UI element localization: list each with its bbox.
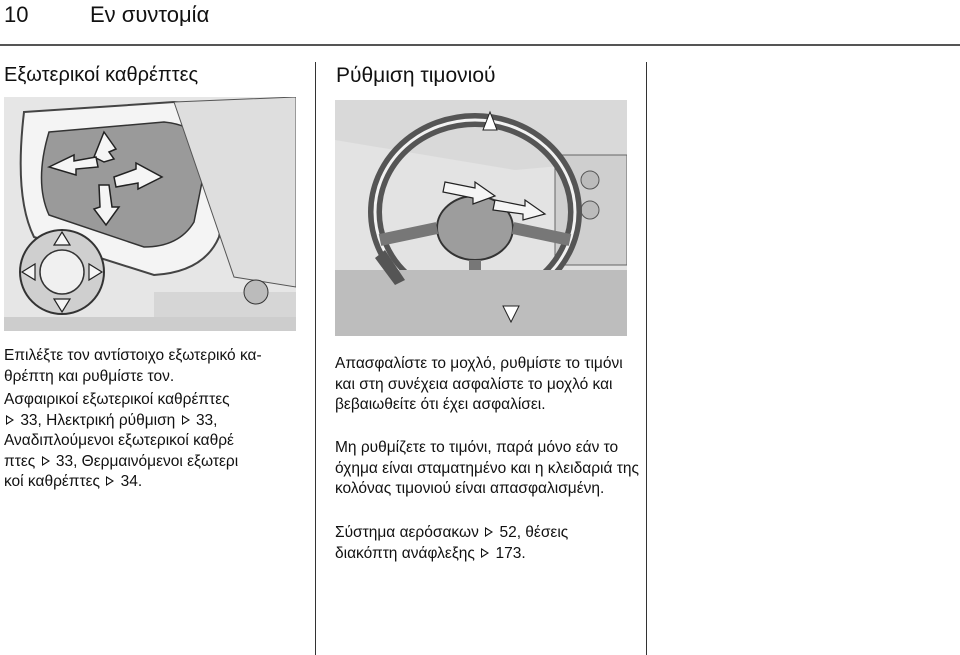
page-ref-icon [485, 527, 493, 537]
ref-text: 33, Ηλεκτρική ρύθμιση [20, 411, 176, 429]
page-ref-icon [42, 456, 50, 466]
mirrors-references [4, 390, 309, 493]
ref-line-4 [4, 452, 309, 473]
ref-text: πτες [4, 452, 36, 470]
ref-line-2 [335, 544, 635, 565]
page-ref-icon [182, 415, 190, 425]
page-number: 10 [4, 2, 29, 27]
ref-text: 33, [195, 411, 218, 429]
column-divider-left [315, 62, 316, 655]
steering-instruction: Απασφαλίστε το μοχλό, ρυθμίστε το τιμόνι και στη συνέχεια ασφαλίστε το μοχλό και βεβαιωθείτε ότι έχει ασφαλίσει. [335, 355, 623, 413]
page-ref-icon [481, 548, 489, 558]
steering-illustration [335, 100, 627, 336]
ref-text: 34. [120, 473, 143, 490]
ref-text: 52, θέσεις [499, 524, 569, 541]
running-header: Εν συντομία [90, 2, 210, 27]
steering-references [335, 523, 635, 564]
page-ref-icon [6, 415, 14, 425]
mirror-illustration [4, 97, 296, 331]
ref-line-1: Ασφαιρικοί εξωτερικοί καθρέπτες [4, 391, 230, 408]
ref-text: διακόπτη ανάφλεξης [335, 544, 475, 562]
column-divider-right [646, 62, 647, 655]
ref-text: 33, Θερμαινόμενοι εξωτερι [55, 452, 239, 470]
ref-text: Σύστημα αερόσακων [335, 524, 479, 541]
ref-line-1 [335, 523, 635, 544]
section-title-steering: Ρύθμιση τιμονιού [336, 64, 496, 87]
section-title-mirrors: Εξωτερικοί καθρέπτες [4, 64, 199, 86]
mirrors-instruction: Επιλέξτε τον αντίστοιχο εξωτερικό καθρέπτη και ρυθμίστε τον. [4, 347, 262, 385]
ref-line-5 [4, 472, 309, 493]
page-ref-icon [106, 476, 114, 486]
ref-line-2 [4, 411, 309, 432]
steering-warning: Μη ρυθμίζετε το τιμόνι, παρά μόνο εάν το όχημα είναι σταματημένο και η κλειδαριά της κολόνας τιμονιού είναι απασφαλισμένη. [335, 439, 639, 497]
ref-text: 173. [495, 544, 526, 562]
ref-text: κοί καθρέπτες [4, 473, 100, 490]
mirror-drawing [4, 97, 296, 331]
steering-drawing [335, 100, 627, 336]
ref-line-3: Αναδιπλούμενοι εξωτερικοί καθρέ [4, 432, 234, 449]
header-rule [0, 44, 960, 46]
